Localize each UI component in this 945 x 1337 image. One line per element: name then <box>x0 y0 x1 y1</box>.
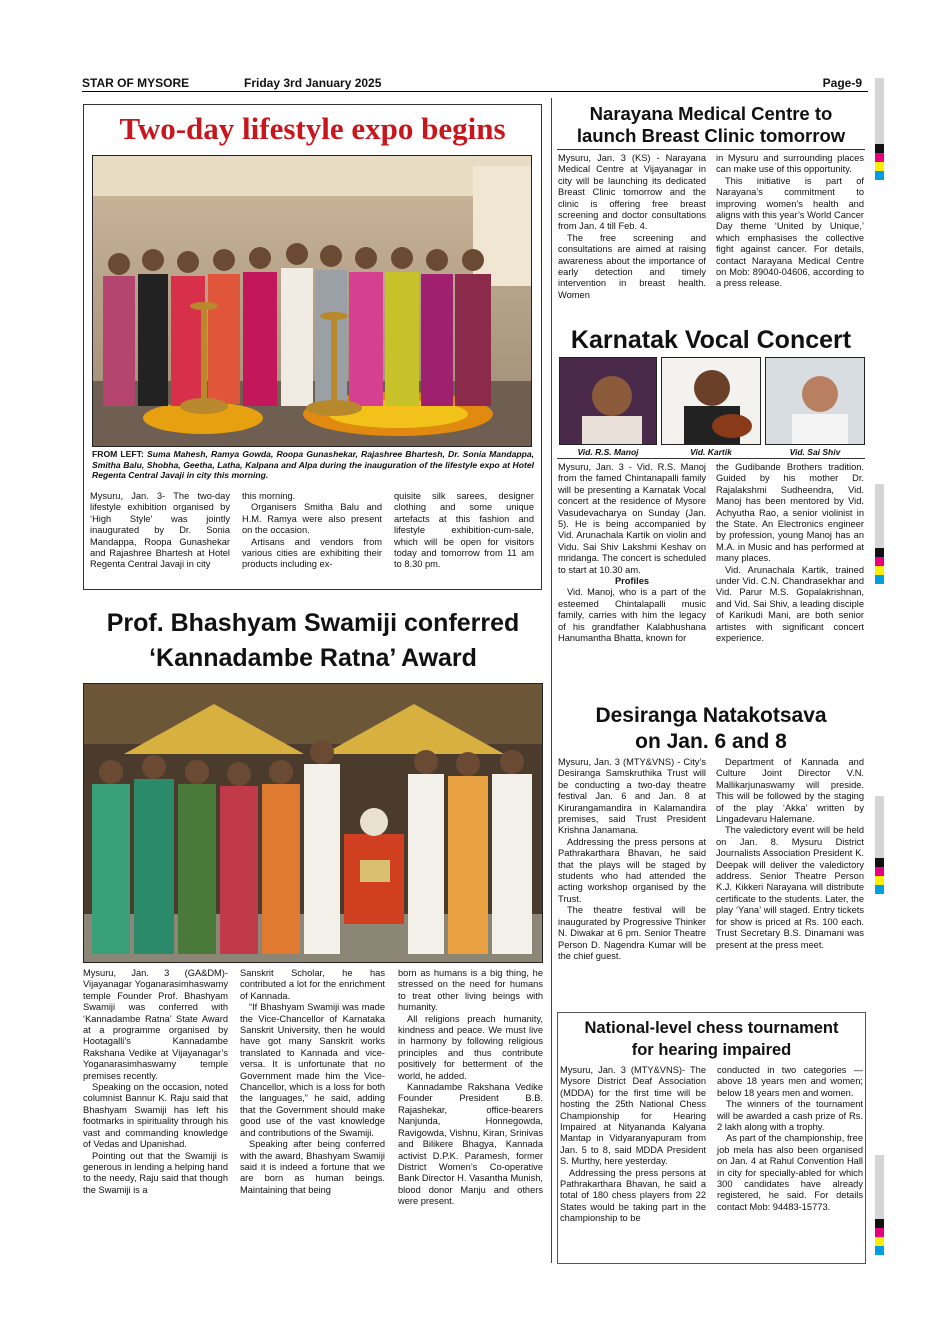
narayana-headline-line-2: launch Breast Clinic tomorrow <box>576 125 846 146</box>
karnatak-col-2 <box>716 462 864 645</box>
narayana-col-2 <box>716 153 864 290</box>
paragraph: Mysuru, Jan. 3 (MTY&VNS) - City’s Desiranga Samskruthika Trust will be conducting a two-day theatre festival Jan. 6 and Jan. 8 at Kirurangamandira in Kalamandira premises, said Trust President Krishna Janamana. <box>558 757 706 836</box>
paragraph: Vid. Manoj, who is a part of the esteemed Chintalapalli music family, carries with him the legacy of his grandfather Kalabhushana Hanumantha Bhatta, known for <box>558 587 706 644</box>
paragraph: Mysuru, Jan. 3 (GA&DM)- Vijayanagar Yoganarasimhaswamy temple Founder Prof. Bhashyam Swamiji was conferred with ‘Kannadambe Ratna’ State Award at a programme organised by Hootagalli’s Kannadambe Rakshana Vedike at Vijayanagar’s Yoganarasimhaswamy temple premises recently. <box>83 968 228 1081</box>
desiranga-headline-line-1: Desiranga Natakotsava <box>595 704 827 727</box>
expo-photo <box>92 155 532 447</box>
expo-col-2 <box>242 491 382 571</box>
paragraph: The theatre festival will be inaugurated by Progressive Thinker N. Diwakar at 6 pm. Senior Theatre Person D. Nagendra Kumar will be the chief guest. <box>558 905 706 961</box>
paragraph: Addressing the press persons at Pathrakarthara Bhavan, he said a total of 180 chess players from 22 States would be taking part in the championship to be <box>560 1167 706 1224</box>
chess-col-1 <box>560 1065 706 1225</box>
paragraph: The valedictory event will be held on Jan. 8. Mysuru District Journalists Association President K. Deepak will deliver the valedictory address. Senior Theatre Person K.J. Kikkeri Narayana will distribute certificate to the students. Later, the play ‘Yana’ will staged. Entry tickets for show is priced at Rs. 100 each. Trust Secretary B.S. Dinamani was present at the press meet. <box>716 825 864 950</box>
paragraph: Mysuru, Jan. 3- The two-day lifestyle exhibition organised by ‘High Style’ was jointly inaugurated by Dr. Sonia Mandappa, Roopa Gunashekar and Rajashree Bhartesh at Hotel Regenta Central Javaji in city <box>90 491 230 570</box>
expo-article <box>83 104 542 590</box>
chess-col-2 <box>717 1065 863 1213</box>
cyan-swatch <box>875 171 884 180</box>
cyan-swatch <box>875 1246 884 1255</box>
paragraph: Artisans and vendors from various cities are exhibiting their products including ex- <box>242 536 382 570</box>
desiranga-headline <box>557 703 865 755</box>
yellow-swatch <box>875 566 884 575</box>
paragraph: “If Bhashyam Swamiji was made the Vice-Chancellor of Karnataka Sanskrit University, then he would have got many Sanskrit works translated to Kannada and vice-versa. It is unfortunate that no Government made him the Vice-Chancellor, which is a loss for both the languages,” he said, adding that the Government should make good use of the vast knowledge and contributions of the Swamiji. <box>240 1002 385 1138</box>
kartik-caption: Vid. Kartik <box>690 447 732 457</box>
magenta-swatch <box>875 867 884 876</box>
cyan-swatch <box>875 885 884 894</box>
divider <box>557 458 865 459</box>
column-rule <box>551 98 552 1263</box>
paragraph: Pointing out that the Swamiji is generous in lending a helping hand to the needy, Raju said that though the Swamiji is a <box>83 1150 228 1195</box>
yellow-swatch <box>875 162 884 171</box>
expo-col-1 <box>90 491 230 571</box>
paragraph: Department of Kannada and Culture Joint Director V.N. Mallikarjunaswamy will preside. This will be followed by the staging of the play ‘Akka’ written by Lingadevaru Halemane. <box>716 757 864 825</box>
karnatak-headline: Karnatak Vocal Concert <box>570 326 852 354</box>
chess-article <box>557 1012 866 1264</box>
expo-col-3 <box>394 491 534 571</box>
paragraph: The winners of the tournament will be awarded a cash prize of Rs. 2 lakh along with a trophy. <box>717 1099 863 1133</box>
magenta-swatch <box>875 1228 884 1237</box>
black-swatch <box>875 144 884 153</box>
issue-date: Friday 3rd January 2025 <box>244 76 382 90</box>
black-swatch <box>875 858 884 867</box>
paragraph: The free screening and consultations are aimed at raising awareness about the importance of early detection and timely intervention in breast health. Women <box>558 232 706 300</box>
masthead <box>82 74 868 92</box>
paragraph: All religions preach humanity, kindness and peace. We must live in harmony by following religious principles and thus contribute positively for betterment of the world, he added. <box>398 1013 543 1081</box>
paragraph: this morning. <box>242 491 296 501</box>
narayana-col-1 <box>558 153 706 301</box>
award-headline-line-2: ‘Kannadambe Ratna’ Award <box>149 644 477 672</box>
divider <box>557 149 865 150</box>
expo-caption <box>92 449 534 481</box>
paragraph: born as humans is a big thing, he stressed on the need for humans to treat other living beings with humanity. <box>398 968 543 1013</box>
yellow-swatch <box>875 1237 884 1246</box>
magenta-swatch <box>875 557 884 566</box>
award-col-2 <box>240 968 385 1196</box>
paragraph: quisite silk sarees, designer clothing and some unique artefacts at this fashion and lifestyle exhibition-cum-sale, which will be open for visitors today and tomorrow from 11 am to 8.30 pm. <box>394 491 534 570</box>
manoj-caption: Vid. R.S. Manoj <box>577 447 639 457</box>
chess-headline <box>558 1017 865 1061</box>
page-number: Page-9 <box>822 76 862 90</box>
paragraph: Mysuru, Jan. 3 - Vid. R.S. Manoj from the famed Chintanapalli family will be presenting a Karnatak Vocal concert at the residence of Mysore Vasudevacharya on Sunday (Jan. 5). He is being accompanied by Vid. Arunachala Kartik on violin and Vidu. Sai Shiv Lakshmi Keshav on mridanga. The concert is scheduled to start at 10.30 am. <box>558 462 706 575</box>
black-swatch <box>875 548 884 557</box>
paragraph: Addressing the press persons at Pathrakarthara Bhavan, he said that the plays will be staged by students who had attended the acting workshop organised by the Trust. <box>558 836 706 904</box>
profiles-subhead: Profiles <box>614 576 650 587</box>
chess-headline-line-1: National-level chess tournament <box>584 1019 839 1037</box>
kartik-photo <box>661 357 761 445</box>
magenta-swatch <box>875 153 884 162</box>
narayana-headline <box>557 103 865 147</box>
paragraph: conducted in two categories — above 18 years men and women; below 18 years men and women. <box>717 1065 863 1098</box>
sai-shiv-caption: Vid. Sai Shiv <box>789 447 841 457</box>
paper-name: STAR OF MYSORE <box>82 76 190 90</box>
award-headline <box>83 606 543 676</box>
paragraph: the Gudibande Brothers tradition. Guided by his mother Dr. Rajalakshmi Sudheendra, Vid. Manoj has been mentored by Vid. Achyutha Rao, a senior violinist in the State. An Electronics engineer by profession, young Manoj has an M.A. in Music and has performed at many places. <box>716 462 864 564</box>
caption-lead: FROM LEFT: <box>92 449 144 459</box>
gray-strip <box>875 796 884 858</box>
karnatak-col-1 <box>558 462 706 645</box>
desiranga-headline-line-2: on Jan. 6 and 8 <box>635 730 787 753</box>
caption-text: Suma Mahesh, Ramya Gowda, Roopa Gunashekar, Rajashree Bhartesh, Dr. Sonia Mandappa, Smitha Balu, Shobha, Geetha, Latha, Kalpana and Alpa during the inauguration of the lifestyle expo at Hotel Regenta Central Javaji in city this morning. <box>92 449 535 481</box>
paragraph: Speaking after being conferred with the award, Bhashyam Swamiji said it is indeed a fortune that we are born as human beings. Maintaining that being <box>240 1139 385 1195</box>
gray-strip <box>875 78 884 144</box>
gray-strip <box>875 1155 884 1219</box>
paragraph: As part of the championship, free job mela has also been organised on Jan. 4 at Rahul Convention Hall in city for specially-abled for which 300 candidates have already registered, he said. For details contact Mob: 94483-15773. <box>717 1133 863 1212</box>
paragraph: Speaking on the occasion, noted columnist Bannur K. Raju said that Bhashyam Swamiji has left his footmarks in spirituality through his vast and commanding knowledge of Vedas and Upanishad. <box>83 1082 228 1150</box>
desiranga-col-1 <box>558 757 706 962</box>
paragraph: in Mysuru and surrounding places can make use of this opportunity. <box>716 153 864 175</box>
paragraph: Kannadambe Rakshana Vedike Founder President B.B. Rajashekar, office-bearers Nanjunda, Honnegowda, Ravigowda, Vishnu, Kiran, Srinivas and Bilikere Bhagya, Kannada activist D.P.K. Paramesh, former District Women’s Co-operative Bank Director H. Vasantha Munish, blood donor Manju and others were present. <box>398 1082 543 1207</box>
paragraph: This initiative is part of Narayana’s commitment to improving women’s health and aligns with this year’s World Cancer Day theme ‘United by Unique,’ which emphasises the collective fight against cancer. For details, contact Narayana Medical Centre on Mob: 89040-04606, according to a press release. <box>716 175 864 289</box>
paragraph: Mysuru, Jan. 3 (MTY&VNS)- The Mysore District Deaf Association (MDDA) for the first time will be hosting the 25th National Chess Championship for Hearing Impaired at Nityananda Kalyana Mantap in Vidyaranyapuram from Jan. 5 to 8, said MDDA President S. Murthy, here yesterday. <box>560 1065 706 1167</box>
chess-headline-line-2: for hearing impaired <box>631 1041 792 1059</box>
manoj-photo <box>559 357 657 445</box>
black-swatch <box>875 1219 884 1228</box>
expo-headline: Two-day lifestyle expo begins <box>119 111 506 146</box>
award-col-1 <box>83 968 228 1196</box>
gray-strip <box>875 484 884 548</box>
narayana-headline-line-1: Narayana Medical Centre to <box>589 103 833 124</box>
award-headline-line-1: Prof. Bhashyam Swamiji conferred <box>106 609 520 637</box>
paragraph: Organisers Smitha Balu and H.M. Ramya were also present on the occasion. <box>242 502 382 536</box>
award-col-3 <box>398 968 543 1208</box>
paragraph: Sanskrit Scholar, he has contributed a lot for the enrichment of Kannada. <box>240 968 385 1001</box>
desiranga-col-2 <box>716 757 864 951</box>
paragraph: Vid. Arunachala Kartik, trained under Vid. C.N. Chandrasekhar and Vid. Parur M.S. Gopalakrishnan, and Vid. Sai Shiv, a leading disciple of Karikudi Mani, are both senior artistes with significant concert experience. <box>716 564 864 644</box>
yellow-swatch <box>875 876 884 885</box>
cyan-swatch <box>875 575 884 584</box>
paragraph: Mysuru, Jan. 3 (KS) - Narayana Medical Centre at Vijayanagar in city will be launching its dedicated Breast Clinic tomorrow and the clinic is offering free breast screening and doctor consultations from Jan. 4 till Feb. 4. <box>558 153 706 232</box>
award-photo <box>83 683 543 963</box>
sai-shiv-photo <box>765 357 865 445</box>
